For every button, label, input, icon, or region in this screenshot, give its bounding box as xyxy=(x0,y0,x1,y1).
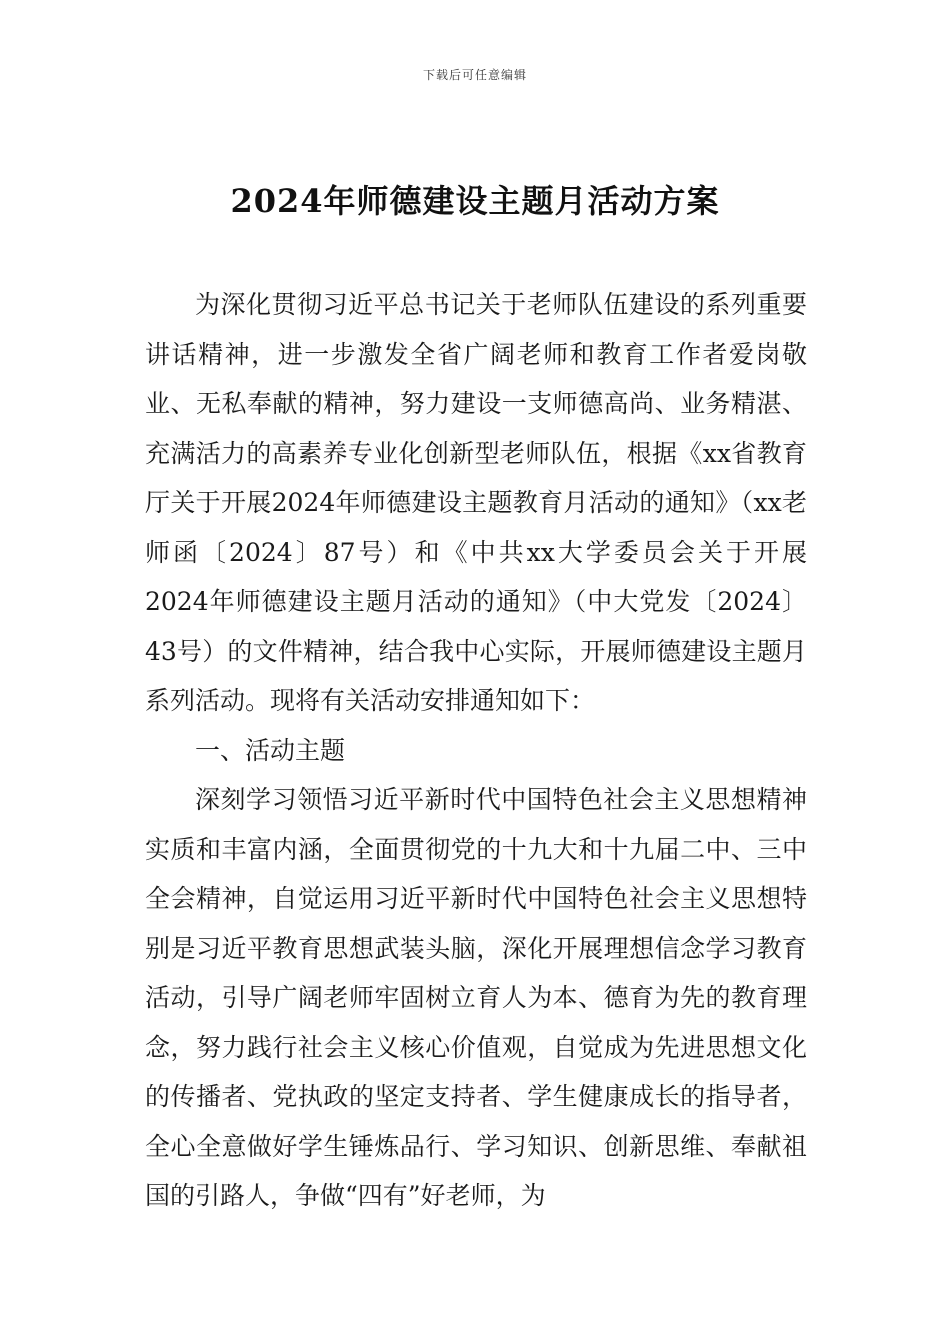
paragraph-theme: 深刻学习领悟习近平新时代中国特色社会主义思想精神实质和丰富内涵，全面贯彻党的十九大和十九届二中、三中全会精神，自觉运用习近平新时代中国特色社会主义思想特别是习近平教育思想武装头脑，深化开展理想信念学习教育活动，引导广阔老师牢固树立育人为本、德育为先的教育理念，努力践行社会主义核心价值观，自觉成为先进思想文化的传播者、党执政的坚定支持者、学生健康成长的指导者，全心全意做好学生锤炼品行、学习知识、创新思维、奉献祖国的引路人，争做“四有”好老师，为 xyxy=(145,785,807,1210)
header-note: 下载后可任意编辑 xyxy=(422,68,527,82)
section-heading-theme: 一、活动主题 xyxy=(195,735,346,765)
document-title: 2024年师德建设主题月活动方案 xyxy=(230,182,720,220)
paragraph-intro: 为深化贯彻习近平总书记关于老师队伍建设的系列重要讲话精神，进一步激发全省广阔老师和教育工作者爱岗敬业、无私奉献的精神，努力建设一支师德高尚、业务精湛、充满活力的高素养专业化创新型老师队伍，根据《xx省教育厅关于开展2024年师德建设主题教育月活动的通知》（xx老师函〔2024〕87号）和《中共xx大学委员会关于开展2024年师德建设主题月活动的通知》（中大党发〔2024〕43号）的文件精神，结合我中心实际，开展师德建设主题月系列活动。现将有关活动安排通知如下： xyxy=(145,290,807,715)
document-body xyxy=(145,280,807,1221)
